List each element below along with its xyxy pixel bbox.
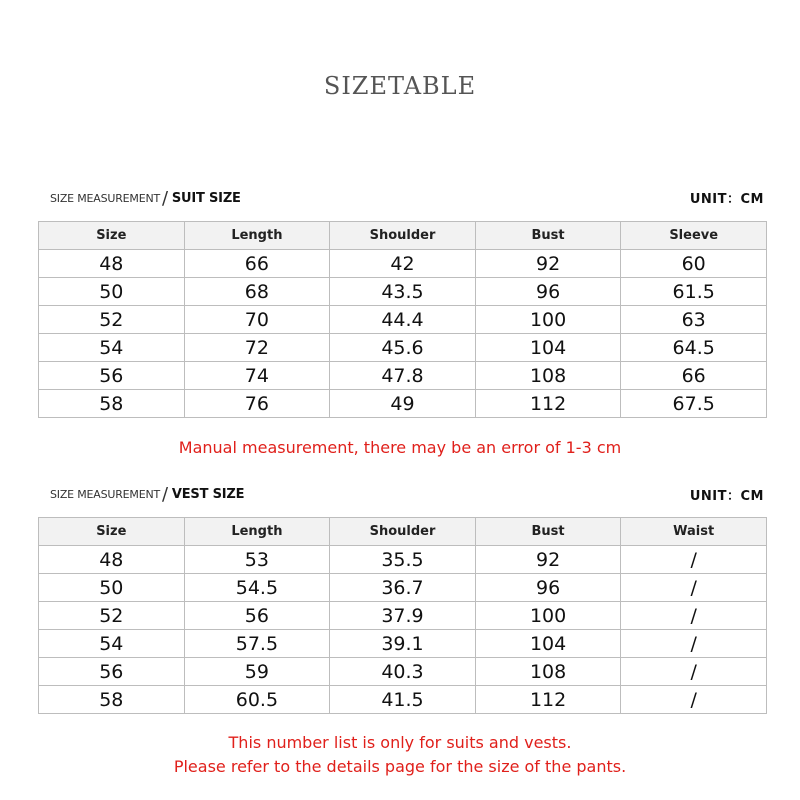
table-cell: 54 xyxy=(39,630,185,658)
suit-size-table xyxy=(38,221,767,418)
table-cell: 112 xyxy=(475,390,621,418)
table-cell: 56 xyxy=(39,362,185,390)
table-cell: 70 xyxy=(184,306,330,334)
table-cell: 48 xyxy=(39,250,185,278)
table-cell: 45.6 xyxy=(330,334,476,362)
table-cell: 50 xyxy=(39,574,185,602)
table-cell: 64.5 xyxy=(621,334,767,362)
vest-unit-label: UNIT：CM xyxy=(689,489,764,504)
vest-section-heading xyxy=(50,482,244,503)
table-cell: 60.5 xyxy=(184,686,330,714)
table-cell: 52 xyxy=(39,306,185,334)
table-cell: 56 xyxy=(39,658,185,686)
table-row xyxy=(39,250,767,278)
table-cell: 100 xyxy=(475,602,621,630)
table-row xyxy=(39,362,767,390)
table-cell: 54.5 xyxy=(184,574,330,602)
column-header-size: Size xyxy=(39,518,185,546)
table-cell: 49 xyxy=(330,390,476,418)
table-row xyxy=(39,390,767,418)
vest-size-table xyxy=(38,517,767,714)
table-row xyxy=(39,574,767,602)
table-row xyxy=(39,602,767,630)
table-cell: 60 xyxy=(621,250,767,278)
table-cell: 41.5 xyxy=(330,686,476,714)
table-header-row xyxy=(39,518,767,546)
table-cell: / xyxy=(621,574,767,602)
measurement-error-note: Manual measurement, there may be an error of 1-3 cm xyxy=(178,438,622,457)
table-row xyxy=(39,306,767,334)
table-cell: 61.5 xyxy=(621,278,767,306)
table-cell: 58 xyxy=(39,686,185,714)
table-cell: 43.5 xyxy=(330,278,476,306)
column-header-shoulder: Shoulder xyxy=(330,222,476,250)
table-cell: 53 xyxy=(184,546,330,574)
table-cell: 52 xyxy=(39,602,185,630)
suit-heading-prefix: SIZE MEASUREMENT xyxy=(50,192,160,205)
footer-note-line2: Please refer to the details page for the size of the pants. xyxy=(173,757,627,776)
table-cell: 92 xyxy=(475,250,621,278)
table-cell: / xyxy=(621,602,767,630)
table-cell: / xyxy=(621,686,767,714)
column-header-size: Size xyxy=(39,222,185,250)
table-cell: 56 xyxy=(184,602,330,630)
column-header-bust: Bust xyxy=(475,222,621,250)
table-cell: 66 xyxy=(621,362,767,390)
table-row xyxy=(39,546,767,574)
table-cell: 68 xyxy=(184,278,330,306)
table-row xyxy=(39,278,767,306)
column-header-length: Length xyxy=(184,518,330,546)
table-cell: / xyxy=(621,630,767,658)
table-header-row xyxy=(39,222,767,250)
page-title: SIZETABLE xyxy=(323,72,477,100)
table-cell: 66 xyxy=(184,250,330,278)
table-cell: 108 xyxy=(475,362,621,390)
table-cell: 108 xyxy=(475,658,621,686)
column-header-shoulder: Shoulder xyxy=(330,518,476,546)
table-cell: 48 xyxy=(39,546,185,574)
table-cell: 96 xyxy=(475,278,621,306)
table-cell: 72 xyxy=(184,334,330,362)
table-cell: 100 xyxy=(475,306,621,334)
table-cell: 63 xyxy=(621,306,767,334)
table-cell: 54 xyxy=(39,334,185,362)
vest-heading-prefix: SIZE MEASUREMENT xyxy=(50,488,160,501)
table-cell: 42 xyxy=(330,250,476,278)
table-cell: 39.1 xyxy=(330,630,476,658)
table-cell: 104 xyxy=(475,334,621,362)
table-cell: 36.7 xyxy=(330,574,476,602)
column-header-sleeve: Sleeve xyxy=(621,222,767,250)
table-row xyxy=(39,658,767,686)
table-cell: 50 xyxy=(39,278,185,306)
suit-section-heading xyxy=(50,186,241,207)
table-cell: 59 xyxy=(184,658,330,686)
table-cell: 67.5 xyxy=(621,390,767,418)
table-cell: 57.5 xyxy=(184,630,330,658)
suit-heading-slash: / xyxy=(162,188,168,209)
table-cell: 58 xyxy=(39,390,185,418)
table-row xyxy=(39,630,767,658)
footer-note-line1: This number list is only for suits and vests. xyxy=(228,733,572,752)
table-cell: 74 xyxy=(184,362,330,390)
suit-heading-name: SUIT SIZE xyxy=(171,191,241,206)
suit-unit-label: UNIT：CM xyxy=(689,192,764,207)
table-cell: 92 xyxy=(475,546,621,574)
table-cell: 35.5 xyxy=(330,546,476,574)
table-cell: 104 xyxy=(475,630,621,658)
table-cell: 112 xyxy=(475,686,621,714)
table-cell: 47.8 xyxy=(330,362,476,390)
table-cell: 40.3 xyxy=(330,658,476,686)
table-row xyxy=(39,686,767,714)
table-cell: 76 xyxy=(184,390,330,418)
table-cell: / xyxy=(621,658,767,686)
column-header-bust: Bust xyxy=(475,518,621,546)
column-header-waist: Waist xyxy=(621,518,767,546)
column-header-length: Length xyxy=(184,222,330,250)
table-cell: 96 xyxy=(475,574,621,602)
vest-heading-slash: / xyxy=(162,484,168,505)
table-cell: 37.9 xyxy=(330,602,476,630)
table-cell: 44.4 xyxy=(330,306,476,334)
table-row xyxy=(39,334,767,362)
vest-heading-name: VEST SIZE xyxy=(171,487,245,502)
table-cell: / xyxy=(621,546,767,574)
